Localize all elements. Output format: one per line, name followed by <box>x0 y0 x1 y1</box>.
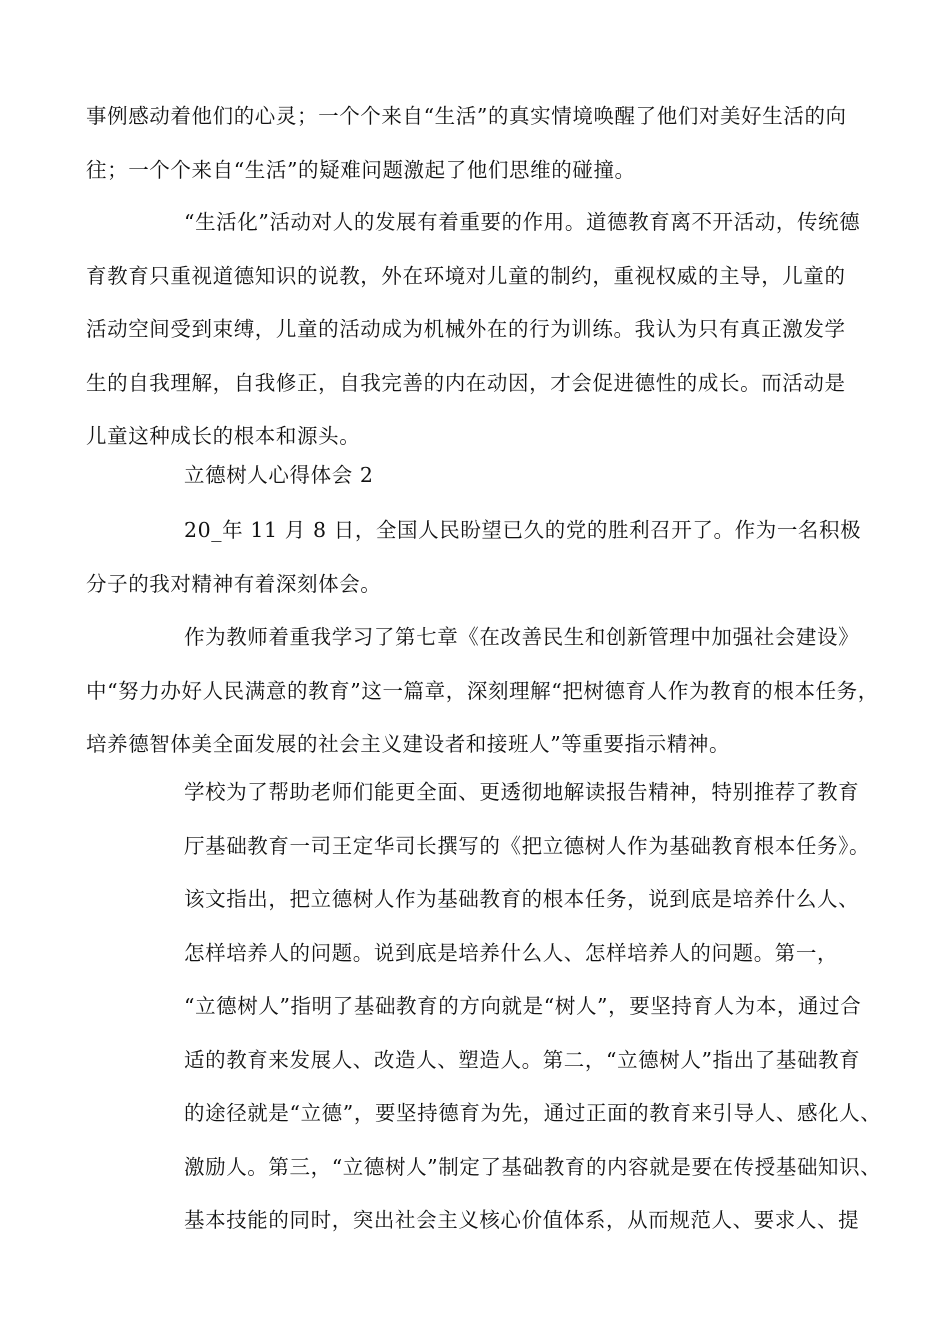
section-heading: 立德树人心得体会 2 <box>184 463 374 487</box>
paragraph-2 <box>86 196 866 464</box>
paragraph-line: 育教育只重视道德知识的说教，外在环境对儿童的制约，重视权威的主导，儿童的 <box>86 263 846 288</box>
paragraph-line: 基本技能的同时，突出社会主义核心价值体系，从而规范人、要求人、提 <box>184 1208 860 1232</box>
paragraph-line: 生的自我理解，自我修正，自我完善的内在动因，才会促进德性的成长。而活动是 <box>86 370 846 395</box>
paragraph-1 <box>86 90 866 197</box>
paragraph-line: 儿童这种成长的根本和源头。 <box>86 424 361 448</box>
paragraph-line: 活动空间受到束缚，儿童的活动成为机械外在的行为训练。我认为只有真正激发学 <box>86 317 846 341</box>
paragraph-line: 培养德智体美全面发展的社会主义建设者和接班人”等重要指示精神。 <box>86 732 731 756</box>
paragraph-3 <box>86 504 866 611</box>
paragraph-5 <box>184 766 884 1248</box>
paragraph-line: 学校为了帮助老师们能更全面、更透彻地解读报告精神，特别推荐了教育 <box>184 780 860 804</box>
paragraph-line: 20_年 11 月 8 日，全国人民盼望已久的党的胜利召开了。作为一名积极 <box>184 518 862 542</box>
paragraph-line: 中“努力办好人民满意的教育”这一篇章，深刻理解“把树德育人作为教育的根本任务， <box>86 678 879 703</box>
paragraph-line: 怎样培养人的问题。说到底是培养什么人、怎样培养人的问题。第一， <box>184 940 839 965</box>
paragraph-line: 的途径就是“立德”，要坚持德育为先，通过正面的教育来引导人、感化人、 <box>184 1101 882 1125</box>
paragraph-line: 适的教育来发展人、改造人、塑造人。第二，“立德树人”指出了基础教育 <box>184 1047 861 1072</box>
paragraph-line: 往；一个个来自“生活”的疑难问题激起了他们思维的碰撞。 <box>86 157 636 182</box>
paragraph-line: “生活化”活动对人的发展有着重要的作用。道德教育离不开活动，传统德 <box>184 210 861 234</box>
paragraph-4 <box>86 611 879 772</box>
paragraph-line: 事例感动着他们的心灵；一个个来自“生活”的真实情境唤醒了他们对美好生活的向 <box>86 104 847 128</box>
paragraph-line: 分子的我对精神有着深刻体会。 <box>86 571 382 596</box>
paragraph-line: 激励人。第三，“立德树人”制定了基础教育的内容就是要在传授基础知识、 <box>184 1154 882 1179</box>
paragraph-line: 该文指出，把立德树人作为基础教育的根本任务，说到底是培养什么人、 <box>184 887 860 911</box>
paragraph-line: 厅基础教育一司王定华司长撰写的《把立德树人作为基础教育根本任务》。 <box>184 833 871 858</box>
paragraph-line: “立德树人”指明了基础教育的方向就是“树人”，要坚持育人为本，通过合 <box>184 994 862 1018</box>
paragraph-line: 作为教师着重我学习了第七章《在改善民生和创新管理中加强社会建设》 <box>184 625 860 649</box>
